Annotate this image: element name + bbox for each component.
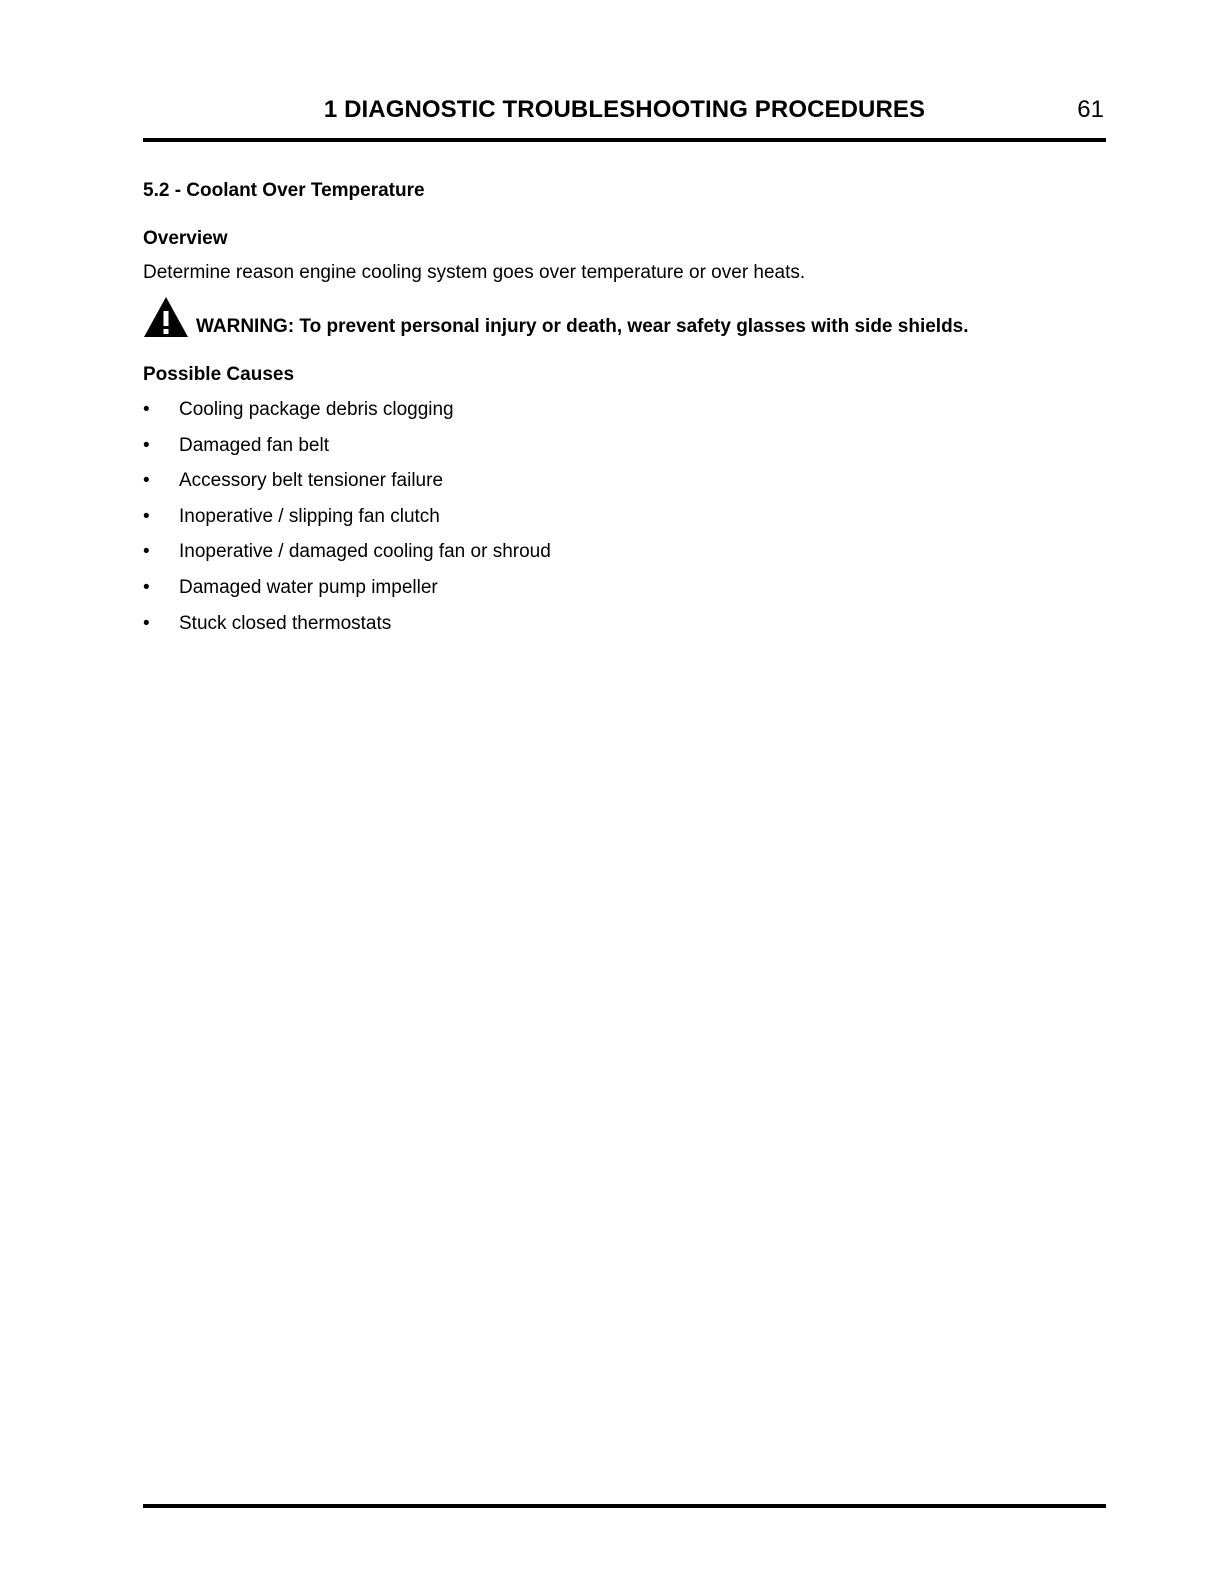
section-heading: 5.2 - Coolant Over Temperature [143, 180, 425, 201]
footer-rule [143, 1504, 1106, 1508]
list-item [143, 541, 551, 577]
overview-text: Determine reason engine cooling system goes over temperature or over heats. [143, 262, 806, 283]
bullet: • [143, 505, 150, 527]
list-item-text: Damaged fan belt [179, 434, 329, 456]
list-item [143, 577, 551, 613]
chapter-title: 1 DIAGNOSTIC TROUBLESHOOTING PROCEDURES [323, 96, 926, 123]
list-item-text: Stuck closed thermostats [179, 612, 392, 634]
page-header [143, 92, 1106, 132]
bullet: • [143, 470, 150, 492]
warning-triangle-icon [143, 296, 189, 338]
list-item [143, 435, 551, 471]
bullet: • [143, 612, 150, 634]
page-number: 61 [1077, 96, 1104, 123]
bullet: • [143, 399, 150, 420]
list-item-text: Damaged water pump impeller [179, 576, 438, 598]
list-item-text: Cooling package debris clogging [179, 399, 454, 420]
list-item [143, 399, 551, 435]
header-rule [143, 138, 1106, 142]
list-item-text: Inoperative / damaged cooling fan or shroud [179, 541, 551, 563]
list-item [143, 506, 551, 542]
list-item-text: Inoperative / slipping fan clutch [179, 505, 440, 527]
list-item [143, 470, 551, 506]
possible-causes-list [143, 399, 551, 648]
list-item-text: Accessory belt tensioner failure [179, 470, 444, 492]
warning-text: WARNING: To prevent personal injury or death, wear safety glasses with side shields. [196, 316, 969, 337]
bullet: • [143, 576, 150, 598]
possible-causes-heading: Possible Causes [143, 364, 295, 385]
overview-heading: Overview [143, 228, 228, 249]
warning-notice [143, 296, 1106, 340]
bullet: • [143, 541, 150, 563]
bullet: • [143, 434, 150, 456]
list-item [143, 613, 551, 649]
